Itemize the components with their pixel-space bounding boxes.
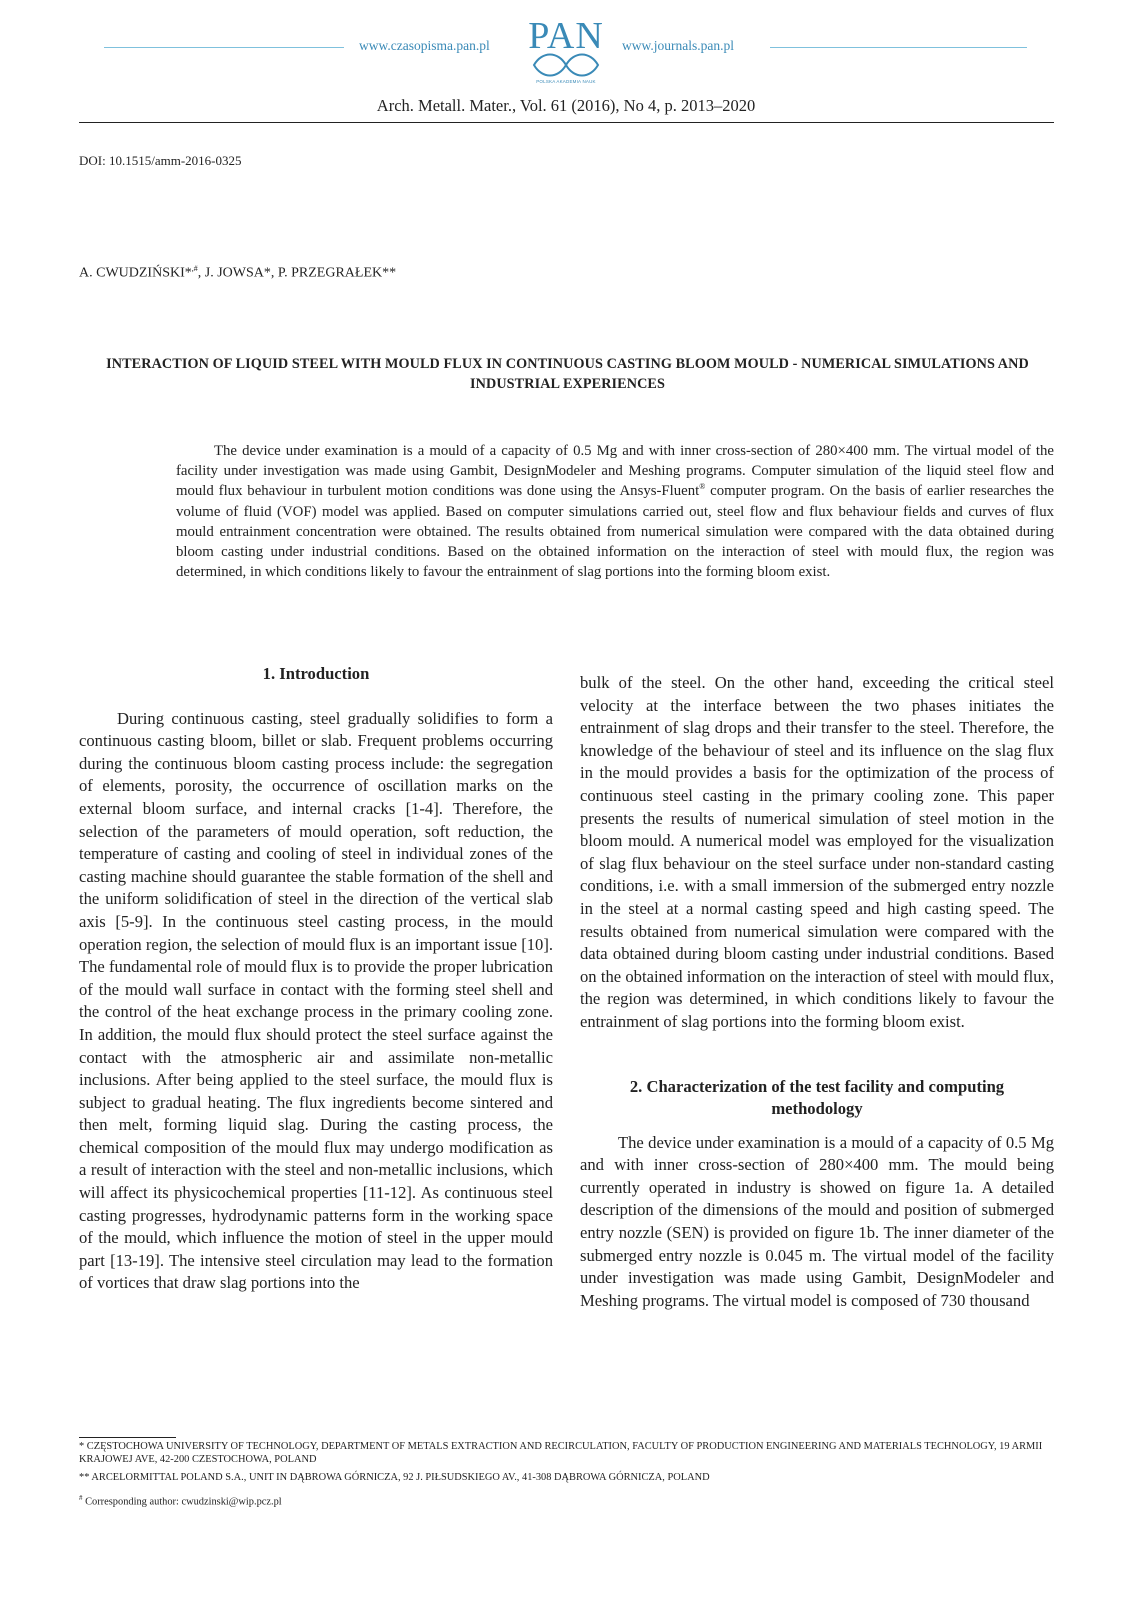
section-1-paragraph-continued: bulk of the steel. On the other hand, exceeding the critical steel velocity at the interface between the two phases initiates the entrainment of slag drops and their transfer to the steel. Therefore, the knowledge of the behaviour of steel and its influence on the slag flux in the mould provides a basis for the optimization of the process of continuous steel casting in the primary cooling zone. This paper presents the results of numerical simulation of steel motion in the bloom mould. A numerical model was employed for the visualization of slag flux behaviour on the steel surface under non-standard casting conditions, i.e. with a small immersion of the submerged entry nozzle in the steel at a normal casting speed and high casting speed. The results obtained from numerical simulation were compared with the data obtained during bloom casting under industrial conditions. Based on the obtained information on the interaction of steel with mould flux, the region was determined, in which conditions likely to favour the entrainment of slag portions into the forming bloom exist. — [580, 673, 1054, 1031]
header-url-left[interactable]: www.czasopisma.pan.pl — [359, 38, 490, 53]
section-2-heading-line2: methodology — [771, 1099, 863, 1119]
section-1-heading: 1. Introduction — [262, 664, 370, 683]
footnote-mark: # — [79, 1494, 83, 1502]
registered-mark: ® — [699, 482, 706, 492]
header-rule-left — [104, 47, 344, 48]
journal-citation: Arch. Metall. Mater., Vol. 61 (2016), No 4, p. 2013–2020 — [376, 96, 756, 115]
section-1-paragraph: During continuous casting, steel gradually solidifies to form a continuous casting bloom, billet or slab. Frequent problems occurring during the continuous bloom casting process include: the segregation of elements, porosity, the occurrence of oscillation marks on the external bloom surface, and internal cracks [1-4]. Therefore, the selection of the parameters of mould operation, soft reduction, the temperature of casting and cooling of steel in individual zones of the casting machine should guarantee the stable formation of the shell and the uniform solidification of steel in the direction of the vertical slab axis [5-9]. In the continuous steel casting process, in the mould operation region, the selection of mould flux is an important issue [10]. The fundamental role of mould flux is to provide the proper lubrication of the mould wall surface in contact with the forming steel shell and the control of the heat exchange process in the primary cooling zone. In addition, the mould flux should protect the steel surface against the contact with the atmospheric air and assimilate non-metallic inclusions. After being applied to the steel surface, the mould flux is subject to gradual heating. The flux ingredients become sintered and then melt, forming liquid slag. During the casting process, the chemical composition of the mould flux may undergo modification as a result of interaction with the steel and non-metallic inclusions, which will affect its physicochemical properties [11-12]. As continuous steel casting progresses, hydrodynamic patterns form in the working space of the mould, which influence the motion of steel in the upper mould part [13-19]. The intensive steel circulation may lead to the formation of vortices that draw slag portions into the — [79, 708, 553, 1293]
section-2-heading-line1: 2. Characterization of the test facility and computing — [629, 1076, 1005, 1096]
header-rule — [79, 122, 1054, 123]
abstract — [176, 441, 1054, 582]
footnote-affiliation-2: ** ARCELORMITTAL POLAND S.A., UNIT IN DĄBROWA GÓRNICZA, 92 J. PIŁSUDSKIEGO AV., 41-308 DĄBROWA GÓRNICZA, POLAND — [79, 1472, 710, 1483]
pan-logo-subtext: POLSKA AKADEMIA NAUK — [536, 79, 596, 84]
pan-logo — [524, 15, 608, 90]
column-left — [79, 663, 553, 1295]
section-2-paragraph: The device under examination is a mould of a capacity of 0.5 Mg and with inner cross-section of 280×400 mm. The mould being currently operated in industry is showed on figure 1a. A detailed description of the dimensions of the mould and position of submerged entry nozzle (SEN) is provided on figure 1b. The inner diameter of the submerged entry nozzle is 0.045 m. The virtual model of the facility under investigation was made using Gambit, DesignModeler and Meshing programs. The virtual model is composed of 730 thousand — [580, 1132, 1054, 1310]
authors — [79, 264, 396, 282]
author-first-marks: ,# — [191, 264, 198, 273]
author-rest: , J. JOWSA*, P. PRZEGRAŁEK** — [197, 265, 397, 281]
pan-loop-icon — [528, 52, 604, 78]
paper-title: INTERACTION OF LIQUID STEEL WITH MOULD FLUX IN CONTINUOUS CASTING BLOOM MOULD - NUMERICAL SIMULATIONS AND INDUSTRIAL EXPERIENCES — [106, 356, 1029, 392]
footnote-corresponding — [79, 1492, 282, 1509]
abstract-part1: The device under examination is a mould of a capacity of 0.5 Mg and with inner cross-section of 280×400 mm. The virtual model of the facility under investigation was made using Gambit, DesignModeler and Meshing programs. Computer simulation of the liquid steel flow and mould flux behaviour in turbulent motion conditions was done using the Ansys-Fluent — [176, 443, 1054, 500]
corresponding-author[interactable]: Corresponding author: cwudzinski@wip.pcz.pl — [82, 1496, 282, 1508]
doi: DOI: 10.1515/amm-2016-0325 — [79, 153, 242, 168]
abstract-part2: computer program. On the basis of earlier researches the volume of fluid (VOF) model was applied. Based on computer simulations carried out, steel flow and flux behaviour fields and curves of flux mould entrainment concentration were obtained. The results obtained from numerical simulation were compared with the data obtained during bloom casting under industrial conditions. Based on the obtained information on the interaction of steel with mould flux, the region was determined, in which conditions likely to favour the entrainment of slag portions into the forming bloom exist. — [176, 483, 1054, 581]
author-first: A. CWUDZIŃSKI* — [79, 265, 192, 281]
section-2-heading — [580, 1076, 1054, 1121]
footnote-rule — [79, 1437, 176, 1438]
column-right — [580, 672, 1054, 1312]
header-rule-right — [770, 47, 1027, 48]
pan-logo-text: PAN — [528, 15, 604, 57]
header-url-right[interactable]: www.journals.pan.pl — [622, 38, 734, 53]
footnote-affiliation-1: * CZĘSTOCHOWA UNIVERSITY OF TECHNOLOGY, DEPARTMENT OF METALS EXTRACTION AND RECIRCULATION, FACULTY OF PRODUCTION ENGINEERING AND MATERIALS TECHNOLOGY, 19 ARMII KRAJOWEJ AVE, 42-200 CZESTOCHOWA, POLAND — [79, 1441, 1043, 1465]
